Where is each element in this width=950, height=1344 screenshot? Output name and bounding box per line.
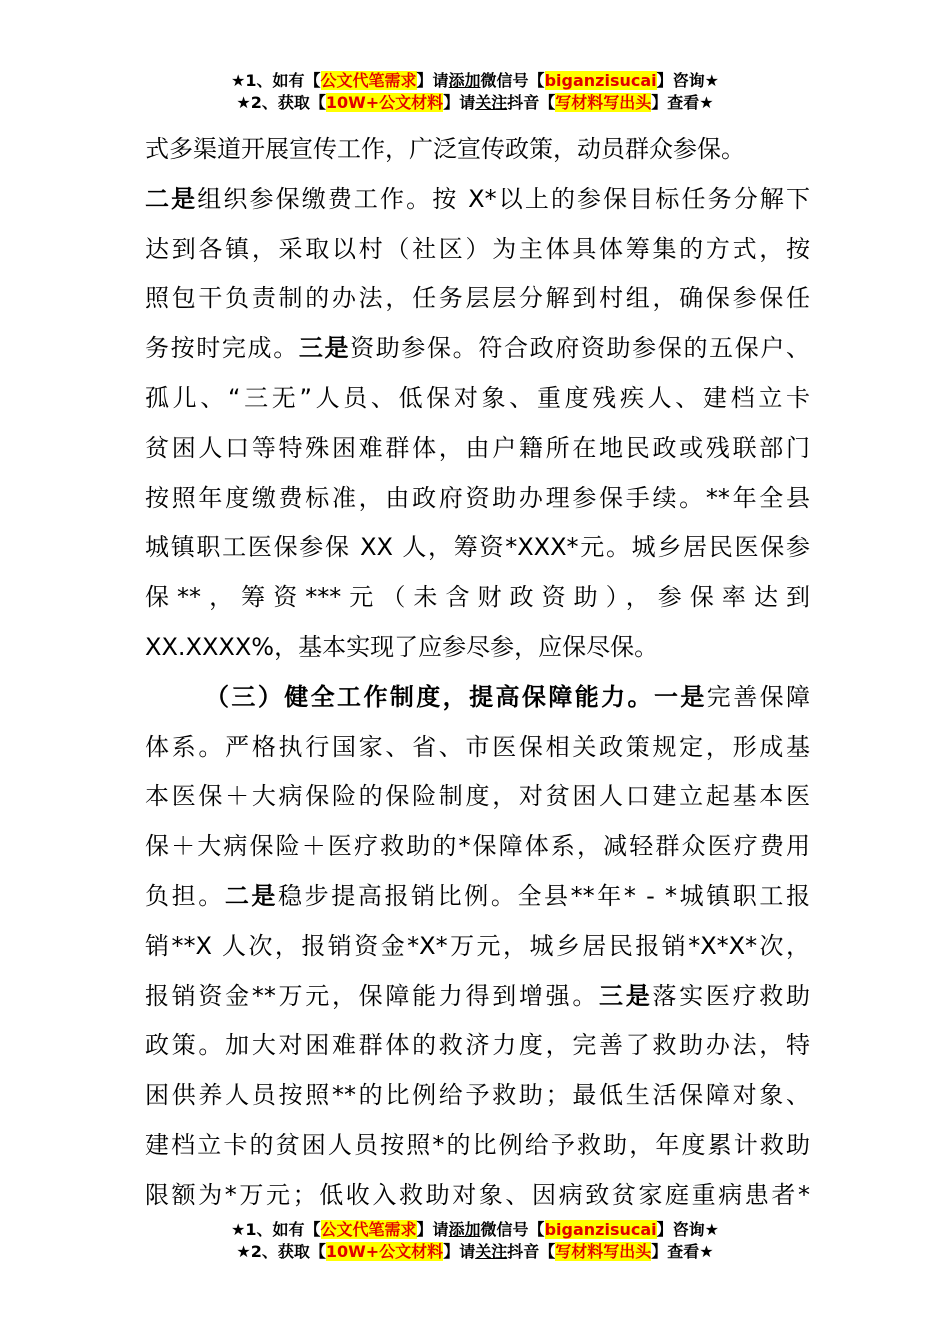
line-text: 负担。 — [145, 881, 225, 910]
banner-highlight: 公文代笔需求 — [320, 71, 417, 90]
banner-text: 微信号【 — [480, 1220, 545, 1239]
footer-banner — [0, 1219, 950, 1263]
banner-underline: 关注 — [475, 1242, 508, 1261]
text-line: 照包干负责制的办法，任务层层分解到村组，确保参保任 — [145, 284, 810, 313]
banner-highlight: biganzisucai — [544, 1220, 657, 1239]
banner-text: 】请 — [443, 93, 476, 112]
text-line: 孤儿、“三无”人员、低保对象、重度残疾人、建档立卡 — [145, 383, 810, 412]
text-line: 建档立卡的贫困人员按照*的比例给予救助，年度累计救助 — [145, 1130, 810, 1159]
text-line: 城镇职工医保参保 XX 人，筹资*XXX*元。城乡居民医保参 — [145, 533, 810, 562]
banner-text: 】请 — [416, 71, 449, 90]
text-line: 体系。严格执行国家、省、市医保相关政策规定，形成基 — [145, 732, 810, 761]
text-line: XX.XXXX%，基本实现了应参尽参，应保尽保。 — [145, 632, 659, 661]
section-heading: （三）健全工作制度，提高保障能力。一是 — [205, 682, 707, 711]
document-body — [145, 125, 810, 1221]
text-line — [145, 175, 810, 225]
text-line: 式多渠道开展宣传工作，广泛宣传政策，动员群众参保。 — [145, 135, 745, 163]
line-text: 报销资金**万元，保障能力得到增强。 — [145, 981, 600, 1010]
banner-underline: 添加 — [448, 1220, 481, 1239]
banner-underline: 关注 — [475, 93, 508, 112]
text-line: 限额为*万元；低收入救助对象、因病致贫家庭重病患者* — [145, 1180, 810, 1209]
text-line: 政策。加大对困难群体的救济力度，完善了救助办法，特 — [145, 1031, 810, 1060]
banner-highlight: 公文代笔需求 — [320, 1220, 417, 1239]
text-line: 销**X 人次，报销资金*X*万元，城乡居民报销*X*X*次， — [145, 931, 810, 960]
text-line: 本医保＋大病保险的保险制度，对贫困人口建立起基本医 — [145, 782, 810, 811]
banner-text: 】请 — [443, 1242, 476, 1261]
text-line: 困供养人员按照**的比例给予救助；最低生活保障对象、 — [145, 1081, 810, 1110]
text-line: 达到各镇，采取以村（社区）为主体具体筹集的方式，按 — [145, 234, 810, 263]
banner-text: ★2、获取【 — [236, 93, 326, 112]
banner-highlight: 10W+公文材料 — [325, 93, 444, 112]
bold-lead: 二是 — [145, 184, 198, 213]
bold-lead: 三是 — [599, 981, 653, 1010]
banner-text: ★1、如有【 — [231, 71, 321, 90]
banner-line-2 — [0, 1241, 950, 1263]
line-text: 落实医疗救助 — [652, 981, 810, 1010]
banner-line-1 — [0, 70, 950, 92]
banner-underline: 添加 — [448, 71, 481, 90]
banner-line-2 — [0, 92, 950, 114]
banner-text: 】查看★ — [651, 93, 714, 112]
banner-text: ★2、获取【 — [236, 1242, 326, 1261]
line-text: 稳步提高报销比例。全县**年* - *城镇职工报 — [278, 881, 810, 910]
text-line: 保＋大病保险＋医疗救助的*保障体系，减轻群众医疗费用 — [145, 832, 810, 861]
text-line — [145, 324, 810, 374]
banner-highlight: 写材料写出头 — [555, 1242, 652, 1261]
banner-text: 】咨询★ — [656, 71, 719, 90]
text-line: 贫困人口等特殊困难群体，由户籍所在地民政或残联部门 — [145, 433, 810, 462]
banner-highlight: biganzisucai — [544, 71, 657, 90]
banner-highlight: 10W+公文材料 — [325, 1242, 444, 1261]
banner-text: ★1、如有【 — [231, 1220, 321, 1239]
bold-lead: 三是 — [298, 334, 351, 363]
banner-text: 】咨询★ — [656, 1220, 719, 1239]
banner-text: 】查看★ — [651, 1242, 714, 1261]
line-text: 务按时完成。 — [145, 334, 299, 363]
bold-lead: 二是 — [224, 881, 279, 910]
line-text: 完善保障 — [706, 682, 810, 711]
banner-text: 抖音【 — [507, 1242, 556, 1261]
header-banner — [0, 70, 950, 114]
banner-highlight: 写材料写出头 — [555, 93, 652, 112]
line-text: 资助参保。符合政府资助参保的五保户、 — [350, 334, 810, 363]
text-line — [145, 872, 810, 922]
text-line: 保**，筹资***元（未含财政资助），参保率达到 — [145, 583, 810, 612]
banner-text: 抖音【 — [507, 93, 556, 112]
banner-line-1 — [0, 1219, 950, 1241]
text-line — [145, 673, 810, 723]
text-line — [145, 972, 810, 1022]
text-line: 按照年度缴费标准，由政府资助办理参保手续。**年全县 — [145, 483, 810, 512]
banner-text: 微信号【 — [480, 71, 545, 90]
line-text: 组织参保缴费工作。按 X*以上的参保目标任务分解下 — [197, 184, 810, 213]
banner-text: 】请 — [416, 1220, 449, 1239]
